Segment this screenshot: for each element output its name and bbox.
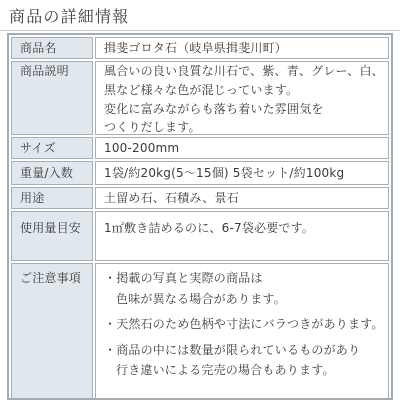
- spec-row-usage-amount: [11, 211, 389, 261]
- spec-value-line: 揖斐ゴロタ石（岐阜県揖斐川町）: [104, 41, 288, 55]
- spec-label-description: 商品説明: [11, 61, 93, 135]
- spec-value-weight-quantity: [95, 161, 389, 185]
- spec-value-usage: [95, 187, 389, 209]
- spec-value-line: 黒など様々な色が混じっています。: [104, 82, 299, 97]
- spec-value-size: [95, 137, 389, 159]
- product-spec-table: [7, 33, 393, 400]
- spec-value-description: [95, 61, 389, 135]
- page-title: 商品の詳細情報: [9, 7, 130, 26]
- spec-label-notes: ご注意事項: [11, 263, 93, 400]
- spec-label-size: サイズ: [11, 137, 93, 159]
- spec-value-line: 土留め石、石積み、景石: [104, 191, 239, 205]
- spec-value-line: 1㎡敷き詰めるのに、6-7袋必要です。: [104, 221, 315, 235]
- spec-value-line: つくりだします。: [104, 120, 201, 135]
- spec-label-usage-amount: 使用量目安: [11, 211, 93, 261]
- note-line-continued: 色味が異なる場合があります。: [116, 291, 286, 306]
- note-line-continued: 行き違いによる完売の場合もあります。: [116, 363, 335, 377]
- spec-row-description: [11, 61, 389, 135]
- spec-row-notes: [11, 263, 389, 400]
- note-item: [104, 268, 388, 309]
- spec-row-usage: [11, 187, 389, 209]
- spec-value-product-name: [95, 37, 389, 59]
- note-line: ・天然石のため色柄や寸法にバラつきがあります。: [104, 317, 384, 331]
- spec-value-usage-amount: [95, 211, 389, 261]
- spec-label-product-name: 商品名: [11, 37, 93, 59]
- spec-value-line: 風合いの良い良質な川石で、紫、青、グレー、白、: [104, 64, 384, 78]
- title-divider: [0, 30, 400, 31]
- note-line: ・商品の中には数量が限られているものがあり: [104, 342, 361, 357]
- spec-row-product-name: [11, 37, 389, 59]
- spec-value-line: 100-200mm: [104, 141, 180, 155]
- spec-value-line: 1袋/約20kg(5〜15個) 5袋セット/約100kg: [104, 166, 345, 180]
- spec-row-size: [11, 137, 389, 159]
- note-item: [104, 314, 388, 335]
- note-item: [104, 340, 388, 381]
- spec-label-weight-quantity: 重量/入数: [11, 161, 93, 185]
- note-line: ・掲載の写真と実際の商品は: [104, 271, 263, 285]
- spec-value-notes: [95, 263, 389, 400]
- spec-row-weight-quantity: [11, 161, 389, 185]
- spec-value-line: 変化に富みながらも落ち着いた雰囲気を: [104, 101, 324, 116]
- spec-label-usage: 用途: [11, 187, 93, 209]
